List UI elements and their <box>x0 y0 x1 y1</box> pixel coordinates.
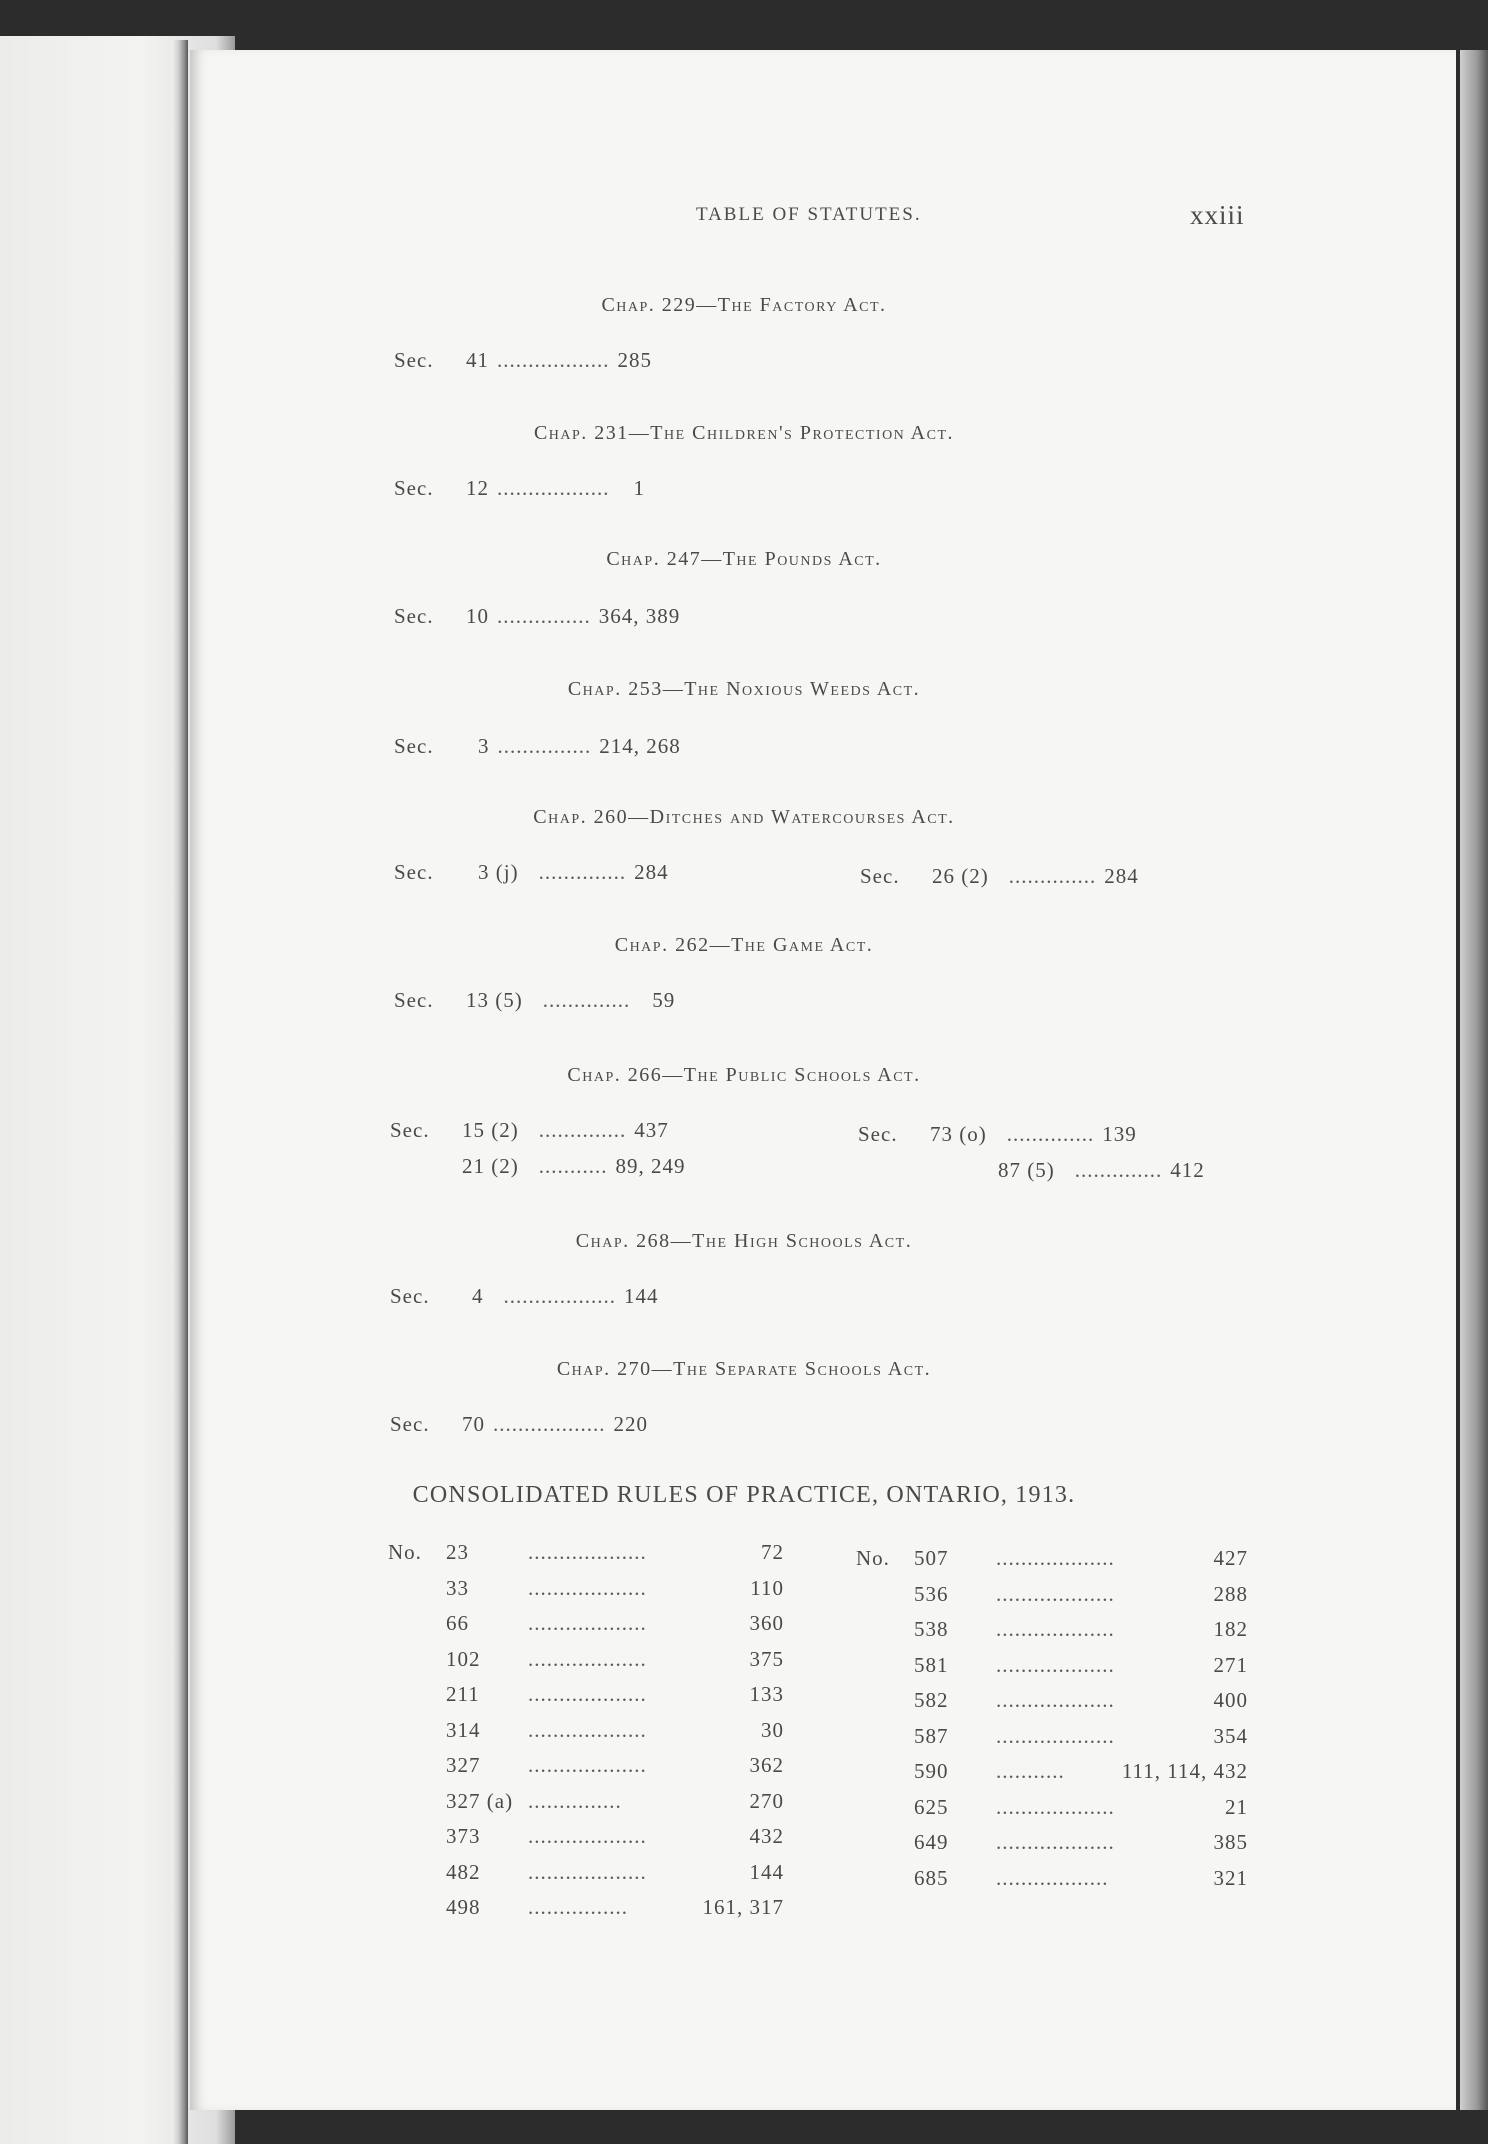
section-number: 73 (o) <box>930 1122 987 1146</box>
rule-number: 482 <box>446 1859 481 1884</box>
rule-number: 314 <box>446 1717 481 1742</box>
dot-leader: ................ <box>528 1895 628 1919</box>
dot-leader: ................... <box>528 1824 647 1848</box>
section-entry <box>394 604 680 629</box>
dot-leader: ................... <box>996 1688 1115 1712</box>
page-reference: 321 <box>1213 1865 1248 1890</box>
chapter-heading-266: Chap. 266—The Public Schools Act. <box>567 1064 921 1086</box>
section-number: 21 (2) <box>462 1154 519 1178</box>
section-number: 3 <box>478 734 490 758</box>
dot-leader: ........... <box>996 1759 1065 1783</box>
entry-label: Sec. <box>858 1122 898 1146</box>
page-reference: 59 <box>652 988 676 1012</box>
rule-number: 507 <box>914 1546 949 1570</box>
chapter-heading-231: Chap. 231—The Children's Protection Act. <box>533 422 955 444</box>
dot-leader: ............... <box>528 1788 622 1813</box>
entry-label: Sec. <box>394 348 434 372</box>
dot-leader: .................. <box>493 1412 606 1436</box>
page-reference: 362 <box>749 1753 784 1777</box>
dot-leader: .............. <box>538 860 627 884</box>
dot-leader: .............. <box>538 1118 627 1142</box>
rule-number: 327 <box>446 1753 481 1777</box>
book-gutter <box>172 40 188 2144</box>
dot-leader: .................. <box>996 1865 1109 1890</box>
section-entry <box>394 476 645 501</box>
chapter-heading-270: Chap. 270—The Separate Schools Act. <box>556 1358 932 1380</box>
page-reference: 285 <box>617 348 652 372</box>
dot-leader: ................... <box>996 1546 1115 1570</box>
entry-label: No. <box>856 1546 890 1570</box>
rule-entry <box>388 1789 784 1814</box>
rules-heading: CONSOLIDATED RULES OF PRACTICE, ONTARIO, 1913. <box>412 1482 1076 1508</box>
dot-leader: ........... <box>538 1154 608 1178</box>
chapter-heading-253: Chap. 253—The Noxious Weeds Act. <box>567 678 921 700</box>
dot-leader: ................... <box>528 1575 647 1600</box>
entry-label: No. <box>388 1540 422 1564</box>
rule-number: 587 <box>914 1723 949 1748</box>
dot-leader: ................... <box>996 1581 1115 1606</box>
rule-entry <box>388 1682 784 1707</box>
rule-entry <box>856 1582 1248 1607</box>
running-title: TABLE OF STATUTES. <box>696 204 922 225</box>
rule-number: 538 <box>914 1617 949 1641</box>
entry-label: Sec. <box>394 476 434 500</box>
page-reference: 182 <box>1213 1617 1248 1641</box>
entry-label: Sec. <box>394 734 434 758</box>
entry-label: Sec. <box>390 1412 430 1436</box>
entry-label: Sec. <box>390 1118 430 1142</box>
page-reference: 133 <box>749 1682 784 1706</box>
dot-leader: ............... <box>497 734 592 758</box>
rule-number: 102 <box>446 1646 481 1671</box>
rule-entry <box>856 1724 1248 1749</box>
running-header <box>0 200 1488 240</box>
dot-leader: ................... <box>996 1652 1115 1677</box>
rule-number: 211 <box>446 1682 480 1706</box>
section-number: 10 <box>466 604 489 628</box>
section-number: 4 <box>472 1284 484 1308</box>
chapter-heading-268: Chap. 268—The High Schools Act. <box>575 1230 913 1252</box>
dot-leader: .................. <box>497 476 610 500</box>
page-reference: 144 <box>624 1284 659 1308</box>
page-reference: 1 <box>633 476 645 500</box>
section-number: 15 (2) <box>462 1118 519 1142</box>
rule-number: 33 <box>446 1575 469 1600</box>
page-reference: 30 <box>761 1717 784 1742</box>
section-entry <box>860 864 1139 889</box>
chapter-heading-260: Chap. 260—Ditches and Watercourses Act. <box>533 806 955 828</box>
section-number: 13 (5) <box>466 988 523 1012</box>
section-number: 3 (j) <box>478 860 519 884</box>
page-reference: 110 <box>750 1575 784 1600</box>
dot-leader: .................. <box>497 348 610 372</box>
section-entry <box>390 1412 648 1437</box>
page-reference: 375 <box>749 1646 784 1671</box>
dot-leader: .............. <box>1006 1122 1095 1146</box>
rule-entry <box>856 1830 1248 1855</box>
page-reference: 354 <box>1213 1723 1248 1748</box>
section-entry <box>858 1122 1137 1147</box>
rule-number: 582 <box>914 1688 949 1712</box>
dot-leader: ................... <box>528 1859 647 1884</box>
entry-label: Sec. <box>394 604 434 628</box>
page-reference: 111, 114, 432 <box>1121 1759 1248 1783</box>
rule-entry <box>388 1540 784 1565</box>
section-number: 41 <box>466 348 489 372</box>
page-reference: 284 <box>1104 864 1139 888</box>
page-reference: 271 <box>1213 1652 1248 1677</box>
section-entry <box>394 348 652 373</box>
dot-leader: ................... <box>996 1723 1115 1748</box>
section-number: 87 (5) <box>998 1158 1055 1182</box>
section-entry <box>394 734 681 759</box>
entry-label: Sec. <box>394 860 434 884</box>
page-reference: 89, 249 <box>615 1154 686 1178</box>
dot-leader: .............. <box>542 988 631 1012</box>
dot-leader: ................... <box>528 1646 647 1671</box>
entry-label: Sec. <box>394 988 434 1012</box>
page-reference: 139 <box>1102 1122 1137 1146</box>
rule-entry <box>856 1617 1248 1642</box>
rule-entry <box>388 1860 784 1885</box>
rule-entry <box>856 1688 1248 1713</box>
page-reference: 284 <box>634 860 669 884</box>
chapter-heading-247: Chap. 247—The Pounds Act. <box>606 548 882 570</box>
rule-number: 23 <box>446 1540 469 1564</box>
dot-leader: ................... <box>528 1611 647 1635</box>
page-reference: 360 <box>749 1611 784 1635</box>
rule-number: 649 <box>914 1830 949 1854</box>
entry-label: Sec. <box>860 864 900 888</box>
rule-number: 685 <box>914 1865 949 1890</box>
dot-leader: ................... <box>996 1794 1115 1819</box>
dot-leader: ............... <box>497 604 591 628</box>
dot-leader: .................. <box>503 1284 616 1308</box>
page-reference: 432 <box>749 1824 784 1848</box>
dot-leader: ................... <box>528 1682 647 1706</box>
page-reference: 288 <box>1213 1581 1248 1606</box>
section-entry <box>390 1284 659 1309</box>
dot-leader: .............. <box>1074 1158 1163 1182</box>
rule-number: 327 (a) <box>446 1788 514 1813</box>
dot-leader: ................... <box>528 1753 647 1777</box>
rule-entry <box>388 1718 784 1743</box>
rule-entry <box>388 1895 784 1920</box>
section-entry <box>394 988 675 1013</box>
page-reference: 161, 317 <box>702 1895 784 1919</box>
dot-leader: .............. <box>1008 864 1097 888</box>
rule-entry <box>856 1866 1248 1891</box>
rule-number: 581 <box>914 1652 949 1677</box>
page-reference: 270 <box>749 1788 784 1813</box>
rule-number: 66 <box>446 1611 469 1635</box>
rule-number: 498 <box>446 1895 481 1919</box>
section-entry <box>394 860 669 885</box>
rule-entry <box>388 1753 784 1778</box>
rule-number: 625 <box>914 1794 949 1819</box>
section-entry <box>858 1158 1205 1183</box>
chapter-heading-262: Chap. 262—The Game Act. <box>614 934 874 956</box>
rule-entry <box>856 1759 1248 1784</box>
page-reference: 412 <box>1170 1158 1205 1182</box>
section-number: 12 <box>466 476 489 500</box>
section-entry <box>390 1118 669 1143</box>
chapter-heading-229: Chap. 229—The Factory Act. <box>601 294 887 316</box>
page-reference: 72 <box>761 1540 784 1564</box>
rule-entry <box>388 1647 784 1672</box>
page-reference: 214, 268 <box>599 734 681 758</box>
rule-entry <box>856 1546 1248 1571</box>
section-number: 26 (2) <box>932 864 989 888</box>
page-reference: 437 <box>634 1118 669 1142</box>
rule-number: 536 <box>914 1581 949 1606</box>
rule-number: 373 <box>446 1824 481 1848</box>
dot-leader: ................... <box>996 1617 1115 1641</box>
dot-leader: ................... <box>528 1540 647 1564</box>
rule-entry <box>388 1576 784 1601</box>
page-reference: 400 <box>1213 1688 1248 1712</box>
page-reference: 220 <box>613 1412 648 1436</box>
page-reference: 427 <box>1213 1546 1248 1570</box>
rule-entry <box>856 1653 1248 1678</box>
rule-entry <box>856 1795 1248 1820</box>
dot-leader: ................... <box>528 1717 647 1742</box>
entry-label: Sec. <box>390 1284 430 1308</box>
page-reference: 21 <box>1225 1794 1248 1819</box>
page-reference: 144 <box>749 1859 784 1884</box>
page-reference: 385 <box>1213 1830 1248 1854</box>
rule-entry <box>388 1611 784 1636</box>
page-number: xxiii <box>1190 200 1245 230</box>
section-entry <box>390 1154 686 1179</box>
rule-entry <box>388 1824 784 1849</box>
dot-leader: ................... <box>996 1830 1115 1854</box>
section-number: 70 <box>462 1412 485 1436</box>
page-reference: 364, 389 <box>598 604 681 628</box>
rule-number: 590 <box>914 1759 949 1783</box>
